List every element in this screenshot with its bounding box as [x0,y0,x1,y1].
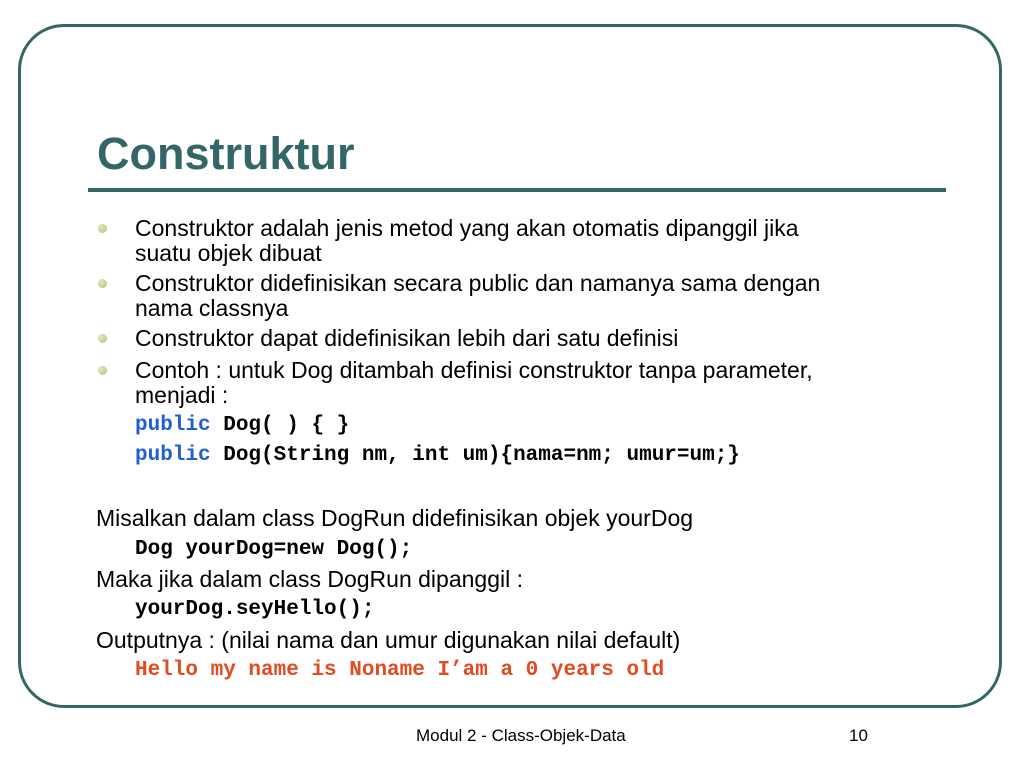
slide-title: Construktur [97,128,355,179]
code-line: Dog yourDog=new Dog(); [135,538,413,561]
bullet-icon [98,279,107,288]
paragraph-text: Misalkan dalam class DogRun didefinisikan objek yourDog [96,505,694,531]
paragraph-text: Maka jika dalam class DogRun dipanggil : [96,566,523,592]
code-text: Dog(String nm, int um){nama=nm; umur=um;} [210,444,740,467]
code-text: Dog( ) { } [210,414,350,437]
footer-module: Modul 2 - Class-Objek-Data [416,726,626,745]
code-line [135,443,740,469]
code-line: yourDog.seyHello(); [135,598,375,621]
paragraph-text: Outputnya : (nilai nama dan umur digunakan nilai default) [96,627,681,653]
bullet-text: Construktor didefinisikan secara public dan namanya sama dengan nama classnya [135,270,821,321]
code-keyword: public [135,444,211,467]
page-number: 10 [849,726,868,745]
bullet-icon [98,224,107,233]
bullet-icon [98,366,107,375]
bullet-text: Construktor dapat didefinisikan lebih dari satu definisi [135,325,679,351]
output-line: Hello my name is Noname I’am a 0 years old [135,659,665,682]
code-line [135,413,349,439]
bullet-icon [98,334,107,343]
code-keyword: public [135,414,211,437]
bullet-text: Contoh : untuk Dog ditambah definisi construktor tanpa parameter, menjadi : [135,357,813,408]
bullet-text: Construktor adalah jenis metod yang akan otomatis dipanggil jika suatu objek dibuat [135,215,799,266]
